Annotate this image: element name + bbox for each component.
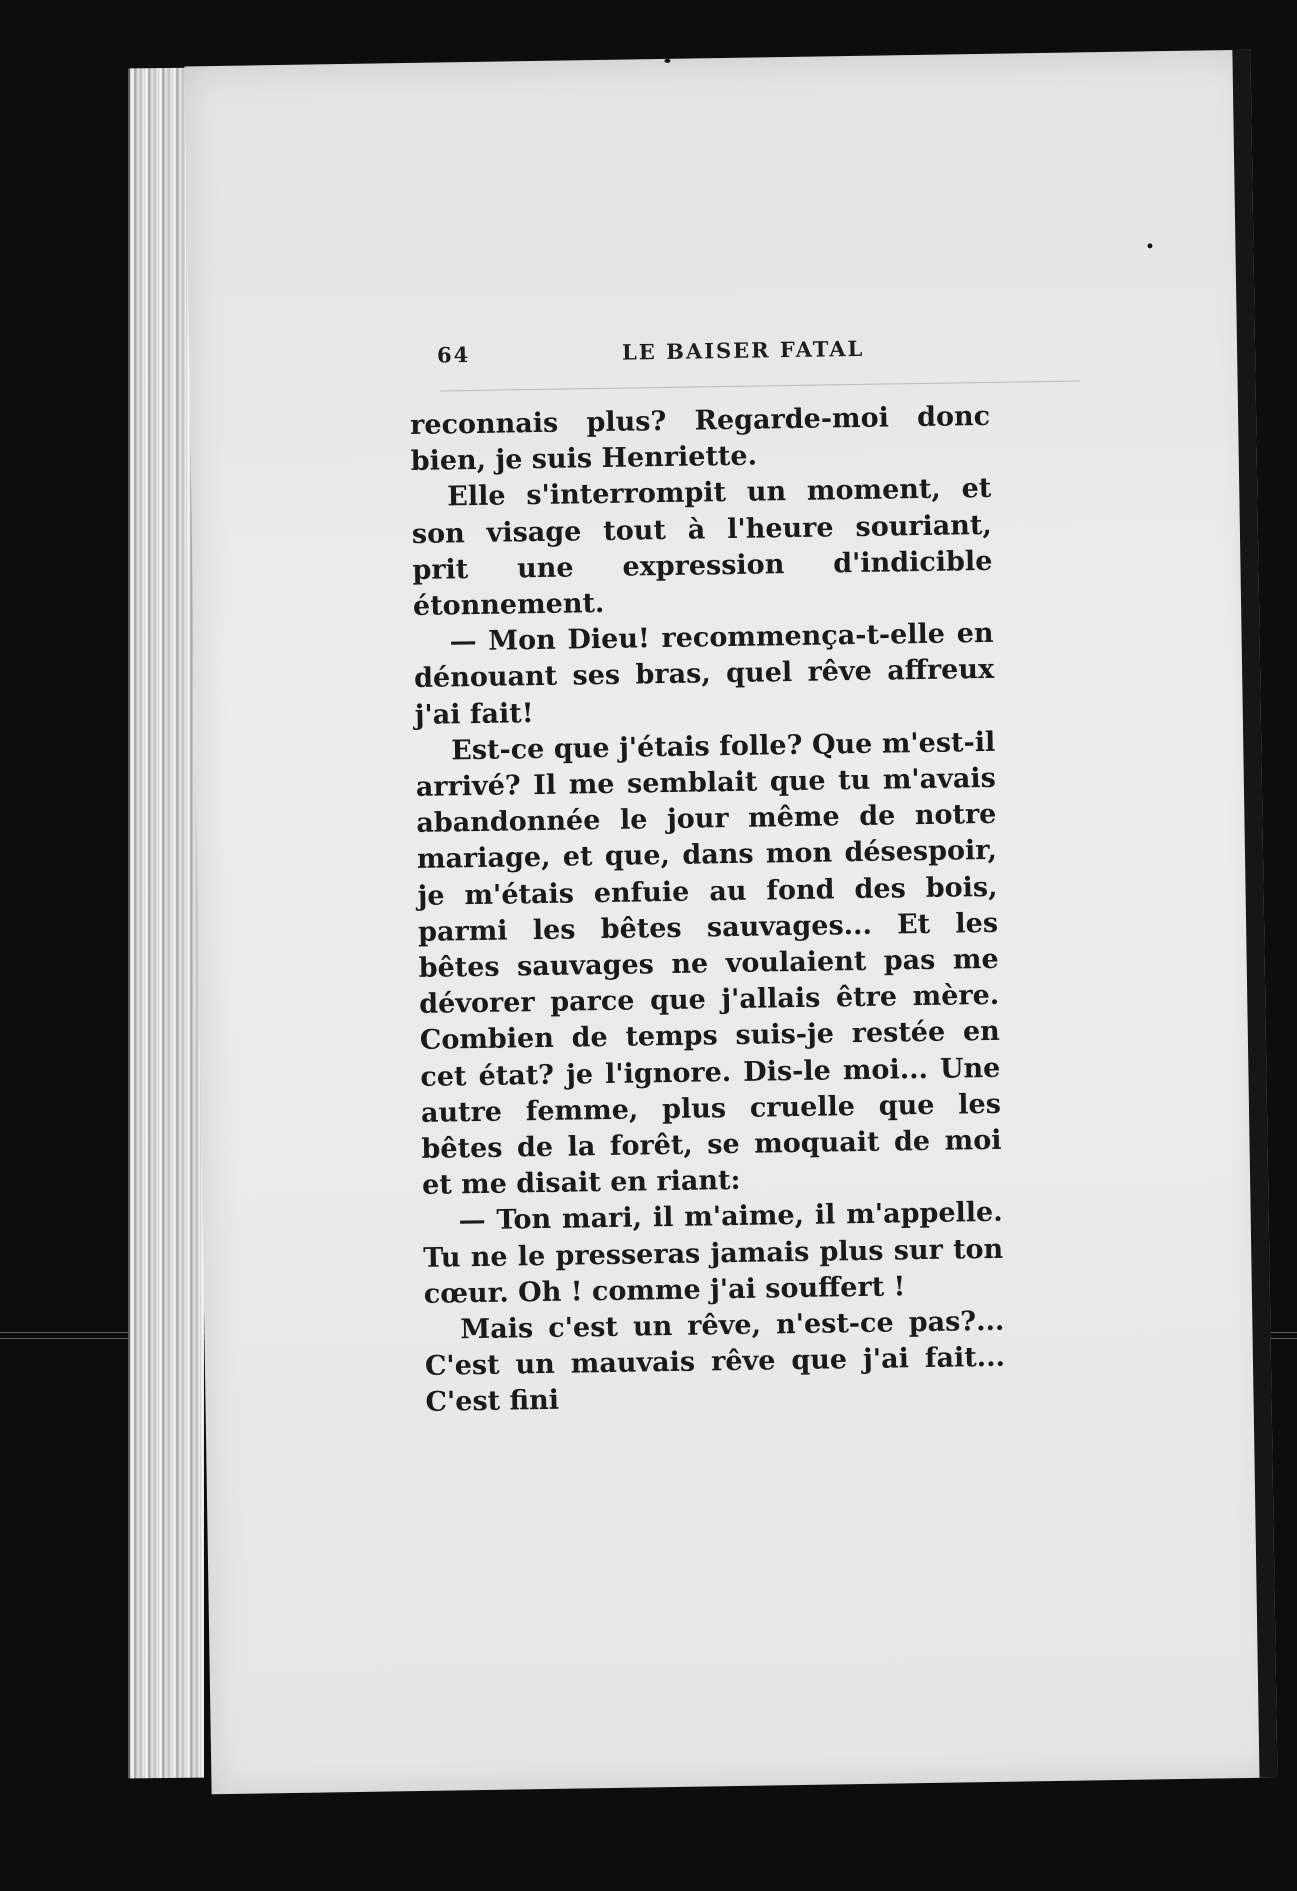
dust-speck [664,59,670,63]
paragraph: reconnais plus? Regarde-moi donc bien, je suis Henriette. [409,400,991,478]
paragraph: Est-ce que j'étais folle? Que m'est-il arrivé? Il me semblait que tu m'avais abandonnée le jour même de notre mariage, et que, dans mon désespoir, je m'étais enfuie au fond des bois, parmi les bêtes sauvages... Et les bêtes sauvages ne voulaient pas me dévorer parce que j'allais être mère. Combien de temps suis-je restée en cet état? je l'ignore. Dis-le moi... Une autre femme, plus cruelle que les bêtes de la forêt, se moquait de moi et me disait en riant: [415,726,1002,1202]
header-rule [440,380,1080,391]
running-title: LE BAISER FATAL [621,335,865,365]
paragraph: Mais c'est un rêve, n'est-ce pas?... C'est un mauvais rêve que j'ai fait... C'est fini [424,1305,1006,1419]
dust-speck [1147,243,1152,248]
paragraph: — Mon Dieu! recommença-t-elle en dénouant ses bras, quel rêve affreux j'ai fait! [413,618,995,731]
paragraph: — Ton mari, il m'aime, il m'appelle. Tu ne le presseras jamais plus sur ton cœur. Oh ! comme j'ai souffert ! [422,1197,1004,1310]
paragraph: Elle s'interrompit un moment, et son visage tout à l'heure souriant, prit une expression d'indicible étonnement. [411,473,993,622]
body-text [410,399,1006,1422]
page-number: 64 [436,342,471,368]
page [184,50,1277,1795]
running-head [436,334,997,368]
page-gutter-shadow [1232,50,1277,1778]
